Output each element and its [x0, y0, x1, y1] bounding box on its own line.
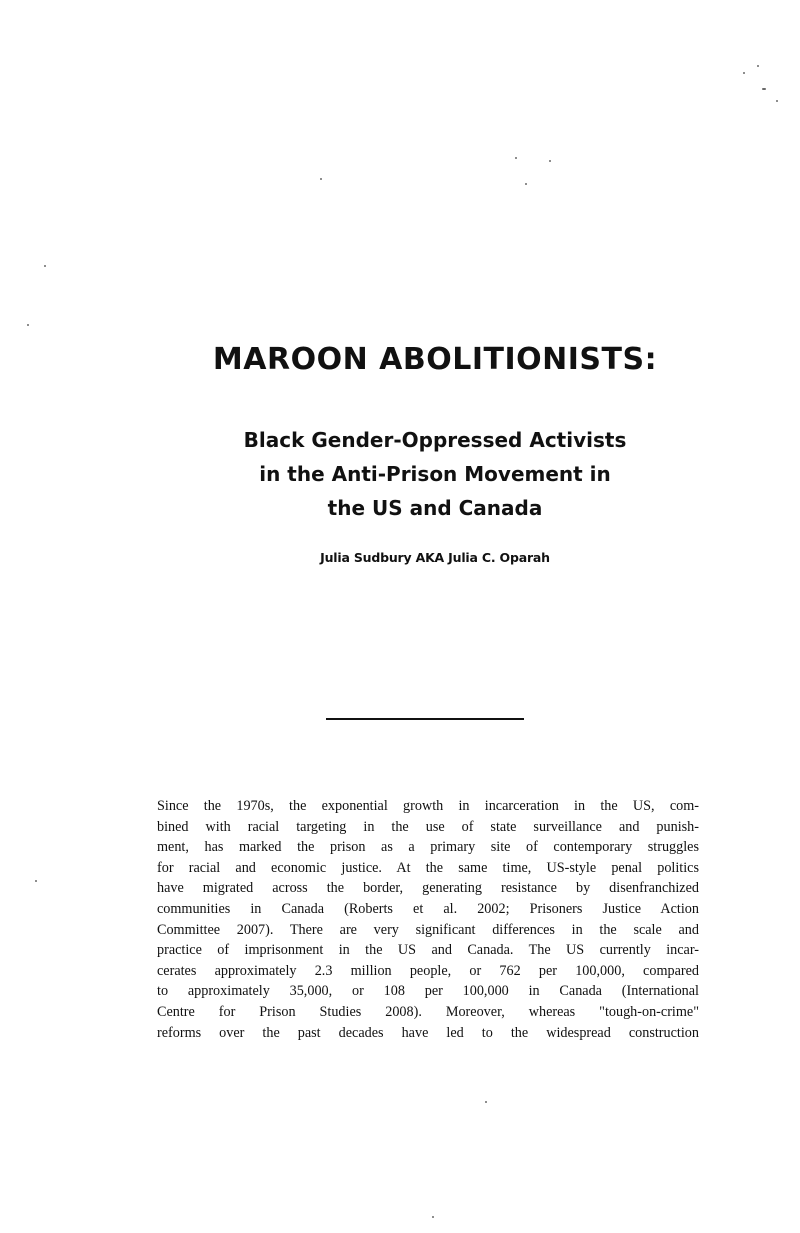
- body-line: Since the 1970s, the exponential growth in incarceration in the US, com-: [157, 798, 699, 814]
- scan-speck: [762, 88, 766, 90]
- body-paragraph: [157, 796, 699, 1043]
- scan-speck: [757, 65, 759, 67]
- scan-speck: [35, 880, 37, 882]
- body-line: have migrated across the border, generating resistance by disenfranchized: [157, 880, 699, 897]
- body-line: reforms over the past decades have led to the widespread construction: [157, 1024, 699, 1041]
- scan-speck: [432, 1216, 434, 1218]
- body-line: to approximately 35,000, or 108 per 100,000 in Canada (International: [157, 983, 699, 1000]
- author-byline: Julia Sudbury AKA Julia C. Oparah: [320, 550, 550, 565]
- scan-speck: [485, 1101, 487, 1103]
- scan-speck: [27, 324, 29, 326]
- scan-speck: [525, 183, 527, 185]
- article-subtitle: [0, 423, 800, 525]
- subtitle-line: in the Anti-Prison Movement in: [259, 462, 611, 486]
- article-title: MAROON ABOLITIONISTS:: [212, 342, 658, 377]
- scan-speck: [776, 100, 778, 102]
- subtitle-line: the US and Canada: [327, 496, 543, 520]
- body-line: Centre for Prison Studies 2008). Moreover, whereas "tough-on-crime": [157, 1003, 699, 1020]
- scan-speck: [515, 157, 517, 159]
- section-divider: [326, 718, 524, 720]
- body-line: communities in Canada (Roberts et al. 2002; Prisoners Justice Action: [157, 900, 699, 917]
- scan-speck: [320, 178, 322, 180]
- body-line: Committee 2007). There are very significant differences in the scale and: [157, 921, 699, 938]
- body-line: ment, has marked the prison as a primary site of contemporary struggles: [157, 839, 699, 856]
- subtitle-line: Black Gender-Oppressed Activists: [243, 428, 627, 452]
- body-line: practice of imprisonment in the US and Canada. The US currently incar-: [157, 942, 699, 959]
- scan-speck: [743, 72, 745, 74]
- body-line: for racial and economic justice. At the same time, US-style penal politics: [157, 859, 699, 876]
- body-line: bined with racial targeting in the use of state surveillance and punish-: [157, 818, 699, 835]
- scan-speck: [44, 265, 46, 267]
- body-line: cerates approximately 2.3 million people, or 762 per 100,000, compared: [157, 962, 699, 979]
- scan-speck: [549, 160, 551, 162]
